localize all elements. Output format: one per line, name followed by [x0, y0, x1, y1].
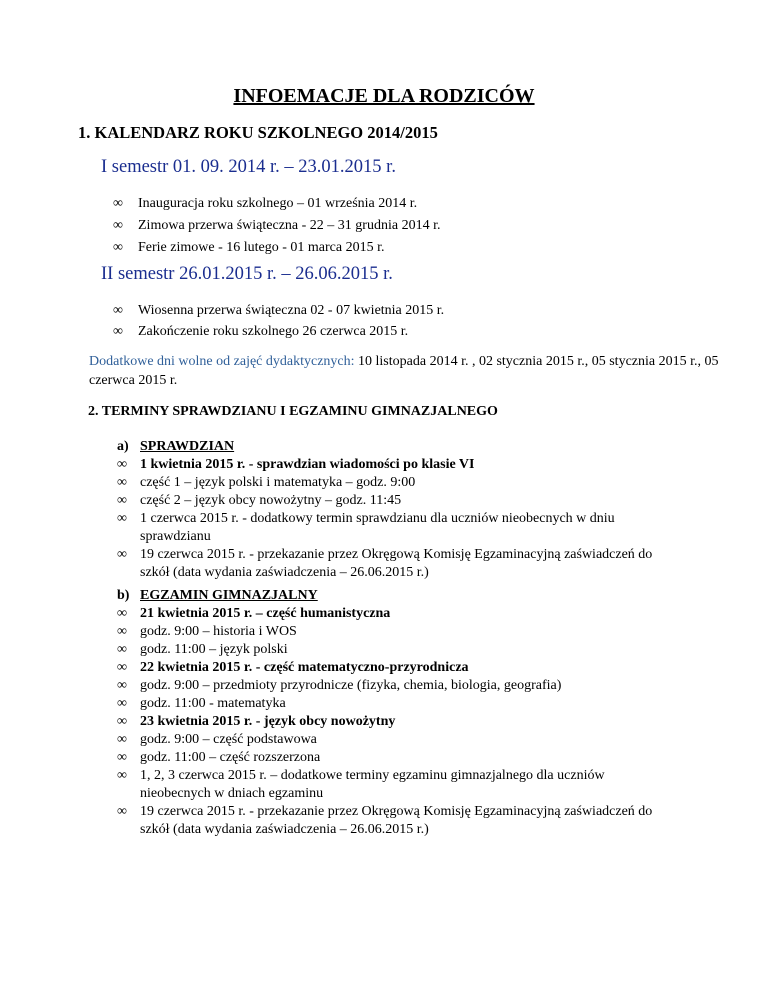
infinity-bullet-icon: ∞ [113, 196, 123, 211]
infinity-bullet-icon: ∞ [117, 660, 127, 675]
infinity-bullet-icon: ∞ [113, 240, 123, 255]
list-item: ∞ Inauguracja roku szkolnego – 01 września 2014 r. [113, 193, 440, 215]
list-item: ∞ 23 kwietnia 2015 r. - język obcy nowożytny [117, 714, 396, 729]
list-item: ∞ Zakończenie roku szkolnego 26 czerwca 2015 r. [113, 321, 444, 342]
extra-days-label: Dodatkowe dni wolne od zajęć dydaktycznych: [89, 354, 355, 369]
infinity-bullet-icon: ∞ [117, 642, 127, 657]
section2-heading: 2. TERMINY SPRAWDZIANU I EGZAMINU GIMNAZJALNEGO [88, 404, 498, 419]
infinity-bullet-icon: ∞ [117, 696, 127, 711]
list-item: ∞ część 2 – język obcy nowożytny – godz. 11:45 [117, 493, 402, 508]
subsection-marker: a) [117, 439, 129, 454]
sprawdzian-block [117, 438, 677, 582]
list-item: ∞ godz. 11:00 – język polski [117, 642, 288, 657]
semester2-label: II semestr 26.01.2015 r. – 26.06.2015 r. [101, 264, 393, 284]
list-item: ∞ 19 czerwca 2015 r. - przekazanie przez Okręgową Komisję Egzaminacyjną zaświadczeń do szkół (data wydania zaświadczenia – 26.06.2015 r.) [117, 547, 653, 580]
infinity-bullet-icon: ∞ [117, 606, 127, 621]
infinity-bullet-icon: ∞ [117, 624, 127, 639]
extra-days-text: 10 listopada 2014 r. , 02 stycznia 2015 r., 05 stycznia 2015 r., 05 czerwca 2015 r. [89, 354, 719, 388]
list-item: ∞ godz. 9:00 – historia i WOS [117, 624, 297, 639]
list-item: ∞ 1, 2, 3 czerwca 2015 r. – dodatkowe terminy egzaminu gimnazjalnego dla uczniów nieobecnych w dniach egzaminu [117, 768, 605, 801]
list-item: ∞ 1 kwietnia 2015 r. - sprawdzian wiadomości po klasie VI [117, 457, 475, 472]
infinity-bullet-icon: ∞ [117, 475, 127, 490]
list-item: ∞ część 1 – język polski i matematyka – godz. 9:00 [117, 475, 416, 490]
semester1-list [113, 193, 440, 259]
list-item: ∞ godz. 9:00 – część podstawowa [117, 732, 317, 747]
egzamin-title: EGZAMIN GIMNAZJALNY [140, 588, 318, 603]
section1-heading: 1. KALENDARZ ROKU SZKOLNEGO 2014/2015 [78, 123, 438, 142]
infinity-bullet-icon: ∞ [117, 768, 127, 783]
infinity-bullet-icon: ∞ [117, 732, 127, 747]
list-item: ∞ godz. 9:00 – przedmioty przyrodnicze (fizyka, chemia, biologia, geografia) [117, 678, 562, 693]
infinity-bullet-icon: ∞ [117, 493, 127, 508]
sprawdzian-title-row [117, 438, 677, 456]
infinity-bullet-icon: ∞ [117, 750, 127, 765]
list-item: ∞ Ferie zimowe - 16 lutego - 01 marca 2015 r. [113, 237, 440, 259]
list-item: ∞ 1 czerwca 2015 r. - dodatkowy termin sprawdzianu dla uczniów nieobecnych w dniu sprawdzianu [117, 511, 615, 544]
page-title: INFOEMACJE DLA RODZICÓW [233, 85, 535, 107]
list-item: ∞ godz. 11:00 - matematyka [117, 696, 286, 711]
infinity-bullet-icon: ∞ [117, 804, 127, 819]
infinity-bullet-icon: ∞ [117, 714, 127, 729]
infinity-bullet-icon: ∞ [117, 511, 127, 526]
list-item: ∞ godz. 11:00 – część rozszerzona [117, 750, 321, 765]
extra-days-off [89, 352, 749, 390]
list-item: ∞ 21 kwietnia 2015 r. – część humanistyczna [117, 606, 391, 621]
egzamin-title-row [117, 587, 677, 605]
infinity-bullet-icon: ∞ [113, 218, 123, 233]
infinity-bullet-icon: ∞ [117, 547, 127, 562]
sprawdzian-title: SPRAWDZIAN [140, 439, 235, 454]
semester2-list [113, 300, 444, 342]
egzamin-block [117, 587, 677, 839]
semester1-label: I semestr 01. 09. 2014 r. – 23.01.2015 r. [101, 157, 396, 177]
infinity-bullet-icon: ∞ [117, 457, 127, 472]
subsection-marker: b) [117, 588, 130, 603]
list-item: ∞ Zimowa przerwa świąteczna - 22 – 31 grudnia 2014 r. [113, 215, 440, 237]
list-item: ∞ 19 czerwca 2015 r. - przekazanie przez Okręgową Komisję Egzaminacyjną zaświadczeń do szkół (data wydania zaświadczenia – 26.06.2015 r.) [117, 804, 653, 837]
infinity-bullet-icon: ∞ [113, 303, 123, 318]
infinity-bullet-icon: ∞ [113, 324, 123, 339]
infinity-bullet-icon: ∞ [117, 678, 127, 693]
list-item: ∞ 22 kwietnia 2015 r. - część matematyczno-przyrodnicza [117, 660, 469, 675]
list-item: ∞ Wiosenna przerwa świąteczna 02 - 07 kwietnia 2015 r. [113, 300, 444, 321]
